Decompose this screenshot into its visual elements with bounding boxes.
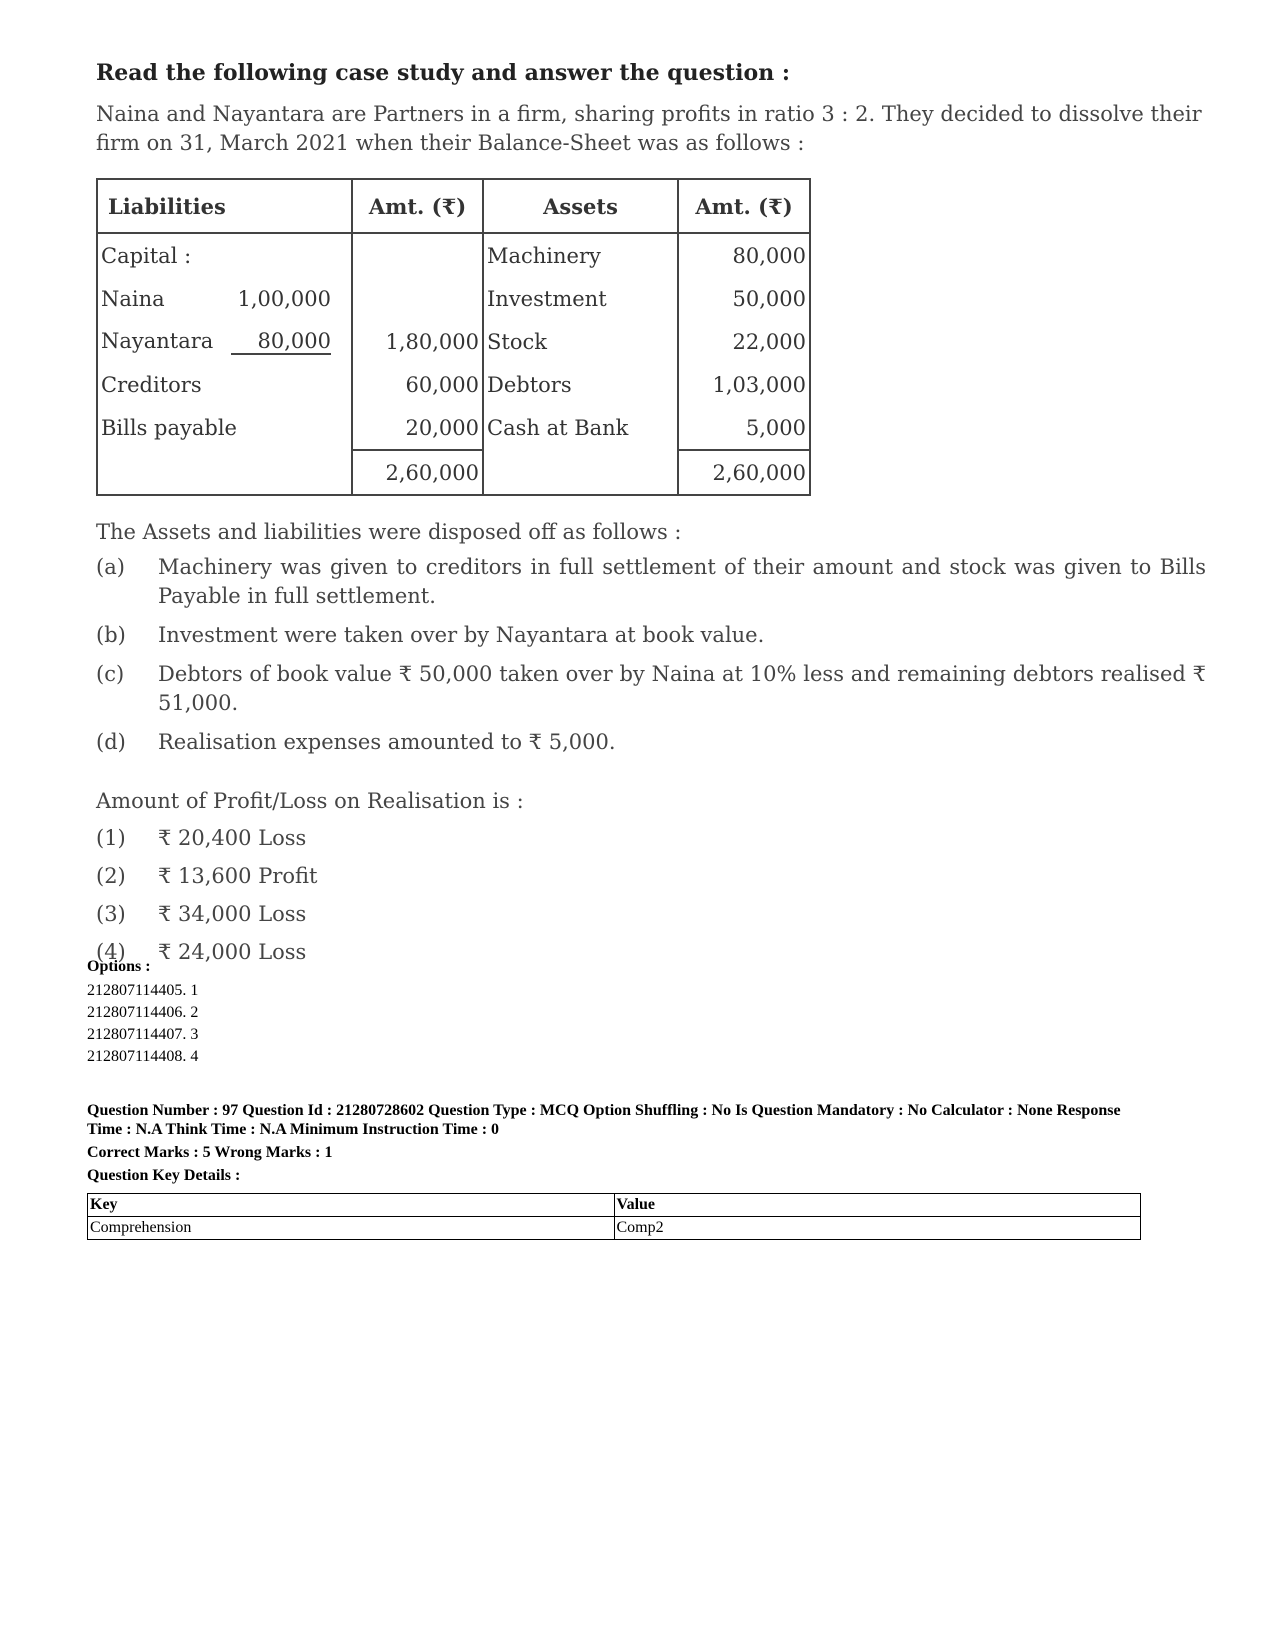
marks-line: Correct Marks : 5 Wrong Marks : 1 — [87, 1144, 333, 1161]
list-item — [96, 728, 1206, 757]
liability-label: Creditors — [101, 372, 202, 397]
choice-label: (4) — [96, 940, 126, 964]
question-prompt: Amount of Profit/Loss on Realisation is : — [96, 789, 524, 813]
asset-label: Cash at Bank — [483, 406, 678, 450]
choice-text: ₹ 24,000 Loss — [158, 940, 307, 964]
choice-label: (2) — [96, 864, 126, 888]
liability-cell — [97, 233, 352, 277]
item-text: Investment were taken over by Nayantara at book value. — [158, 623, 765, 647]
option-id: 212807114406. 2 — [87, 1004, 199, 1021]
value-header: Value — [614, 1194, 1141, 1217]
liability-label: Capital : — [101, 243, 192, 268]
item-text: Debtors of book value ₹ 50,000 taken over by Naina at 10% less and remaining debtors realised ₹ 51,000. — [158, 662, 1206, 715]
list-item — [96, 660, 1206, 718]
choice-text: ₹ 13,600 Profit — [158, 864, 318, 888]
case-study-heading: Read the following case study and answer the question : — [96, 60, 790, 86]
header-amount-liabilities: Amt. (₹) — [352, 179, 483, 233]
key-cell: Comprehension — [88, 1217, 615, 1240]
liability-cell — [97, 363, 352, 406]
table-row — [97, 277, 810, 320]
header-liabilities: Liabilities — [97, 179, 352, 233]
liability-sub-amount: 80,000 — [231, 329, 331, 355]
item-label: (a) — [96, 555, 125, 579]
key-details-title: Question Key Details : — [87, 1167, 241, 1184]
value-cell: Comp2 — [614, 1217, 1141, 1240]
table-row — [97, 320, 810, 363]
balance-sheet-table — [96, 178, 811, 496]
list-item — [96, 621, 1206, 650]
list-item — [96, 553, 1206, 611]
table-row — [88, 1217, 1141, 1240]
liability-cell — [97, 277, 352, 320]
liability-amount: 1,80,000 — [352, 320, 483, 363]
liability-label: Naina — [101, 286, 165, 311]
answer-choice — [96, 900, 1206, 929]
option-id: 212807114407. 3 — [87, 1026, 199, 1043]
balance-sheet-header-row — [97, 179, 810, 233]
table-row — [97, 233, 810, 277]
options-title: Options : — [87, 958, 151, 975]
liability-label: Nayantara — [101, 328, 214, 353]
option-id: 212807114408. 4 — [87, 1048, 199, 1065]
question-key-table — [87, 1193, 1141, 1240]
header-amount-assets: Amt. (₹) — [678, 179, 810, 233]
total-liabilities: 2,60,000 — [352, 450, 483, 495]
item-text: Machinery was given to creditors in full settlement of their amount and stock was given to Bills Payable in full settlement. — [158, 555, 1206, 608]
asset-amount: 80,000 — [732, 243, 806, 268]
empty-cell — [97, 450, 352, 495]
liability-cell — [97, 320, 352, 363]
item-text: Realisation expenses amounted to ₹ 5,000. — [158, 730, 616, 754]
item-label: (b) — [96, 623, 126, 647]
answer-choice — [96, 862, 1206, 891]
liability-cell — [97, 406, 352, 450]
item-label: (c) — [96, 662, 125, 686]
asset-label: Stock — [483, 320, 678, 363]
choice-label: (1) — [96, 826, 126, 850]
empty-cell — [483, 450, 678, 495]
asset-amount: 5,000 — [745, 415, 806, 440]
choice-text: ₹ 20,400 Loss — [158, 826, 307, 850]
header-assets: Assets — [483, 179, 678, 233]
answer-choice — [96, 938, 1206, 967]
liability-amount — [352, 233, 483, 277]
disposal-intro: The Assets and liabilities were disposed off as follows : — [96, 520, 682, 544]
liability-label: Bills payable — [101, 416, 237, 440]
item-label: (d) — [96, 730, 126, 754]
total-assets: 2,60,000 — [678, 450, 810, 495]
table-row — [97, 406, 810, 450]
liability-amount: 60,000 — [352, 363, 483, 406]
liability-amount: 20,000 — [352, 406, 483, 450]
question-image — [96, 60, 1206, 976]
choice-text: ₹ 34,000 Loss — [158, 902, 307, 926]
answer-choice — [96, 824, 1206, 853]
table-header-row — [88, 1194, 1141, 1217]
asset-label: Investment — [483, 277, 678, 320]
asset-amount: 50,000 — [732, 286, 806, 311]
question-metadata — [87, 1101, 1147, 1185]
asset-amount: 22,000 — [732, 329, 806, 354]
liability-amount — [352, 277, 483, 320]
asset-amount: 1,03,000 — [712, 372, 806, 397]
asset-label: Machinery — [483, 233, 678, 277]
liability-sub-amount: 1,00,000 — [237, 286, 331, 311]
options-block — [87, 958, 198, 1068]
totals-row — [97, 450, 810, 495]
option-id: 212807114405. 1 — [87, 982, 199, 999]
metadata-line: Question Number : 97 Question Id : 21280728602 Question Type : MCQ Option Shuffling : No Is Question Mandatory : No Calculator : None Response Time : N.A Think Time : N.A Minimum Instruction Time : 0 — [87, 1102, 1121, 1138]
key-header: Key — [88, 1194, 615, 1217]
case-study-intro: Naina and Nayantara are Partners in a firm, sharing profits in ratio 3 : 2. They decided to dissolve their firm on 31, March 2021 when their Balance-Sheet was as follows : — [96, 102, 1202, 155]
asset-label: Debtors — [483, 363, 678, 406]
table-row — [97, 363, 810, 406]
choice-label: (3) — [96, 902, 126, 926]
